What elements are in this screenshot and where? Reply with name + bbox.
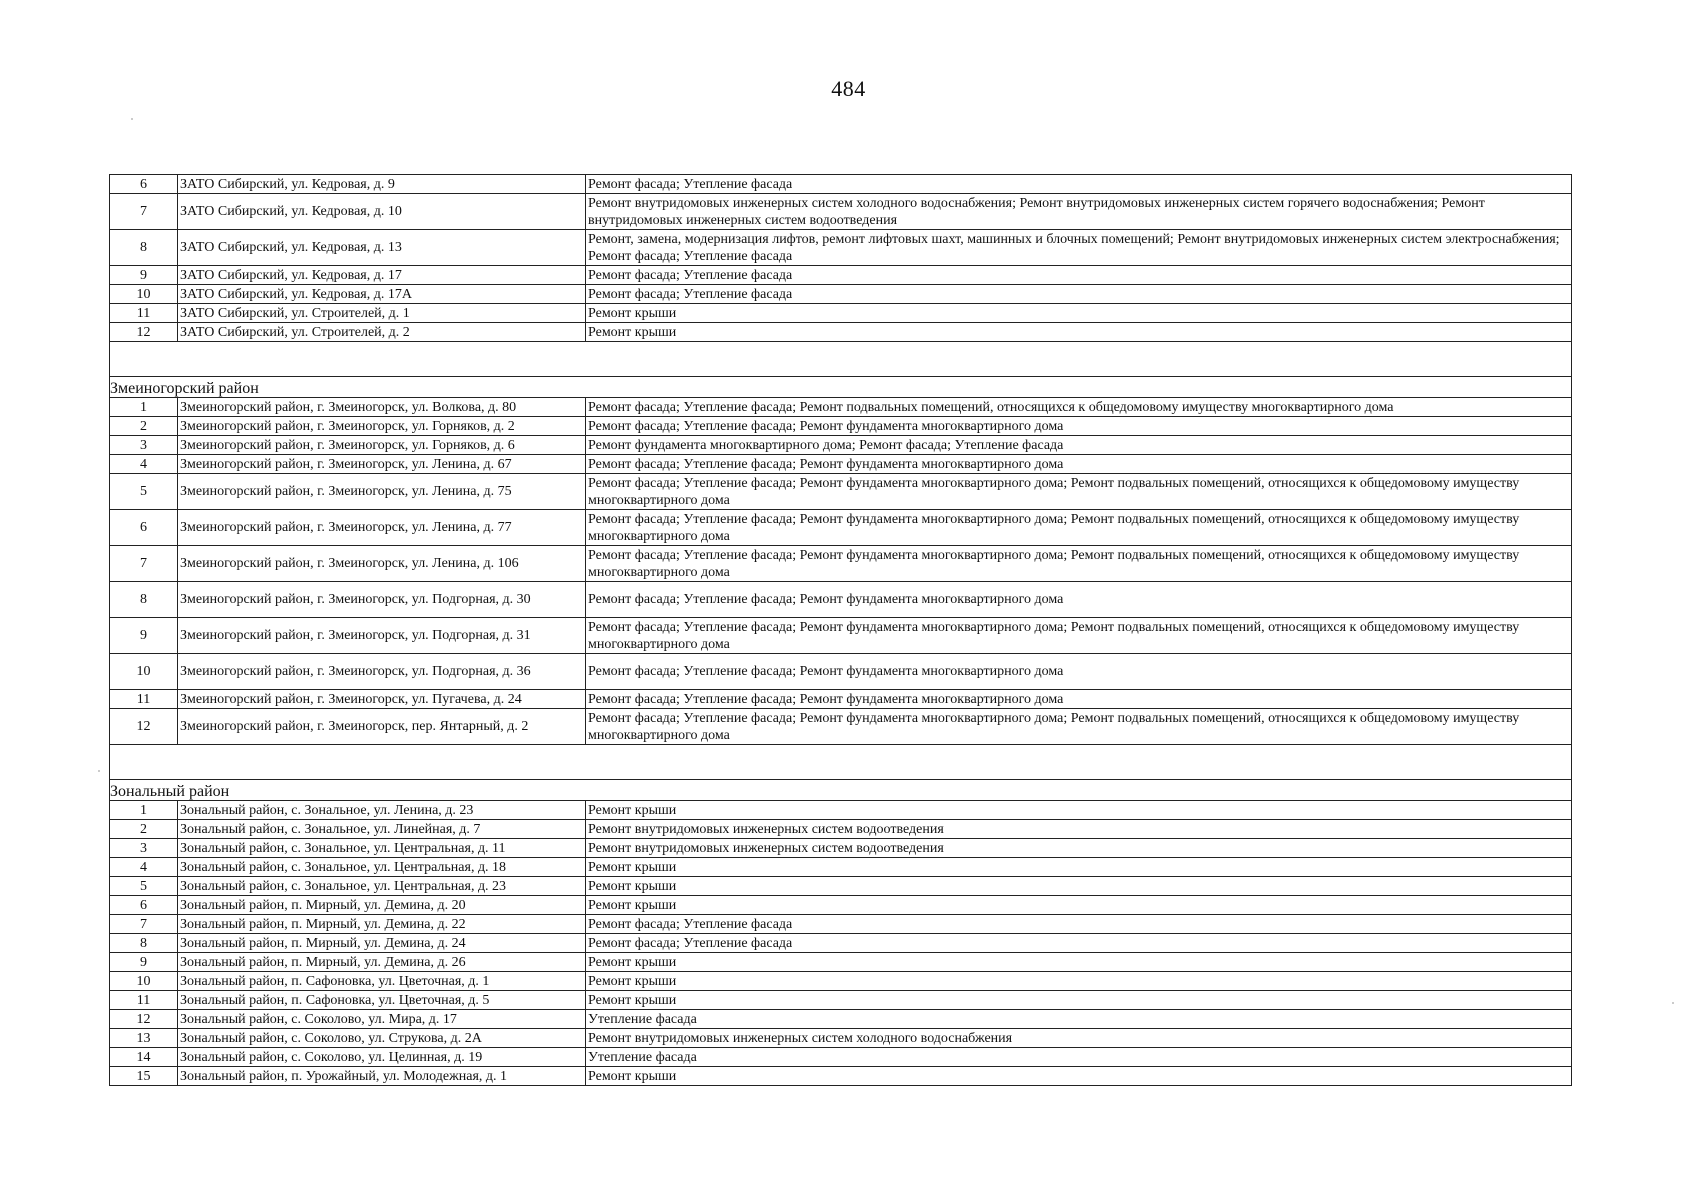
table-row: [110, 417, 1572, 436]
row-work-type: Ремонт фундамента многоквартирного дома; Ремонт фасада; Утепление фасада: [586, 436, 1572, 455]
row-number: 6: [110, 896, 178, 915]
row-work-type: Ремонт фасада; Утепление фасада; Ремонт фундамента многоквартирного дома; Ремонт подвальных помещений, относящихся к общедомовому имуществу многоквартирного дома: [586, 510, 1572, 546]
section-title-zonalny: Зональный район: [110, 780, 1572, 801]
row-address: Зональный район, п. Мирный, ул. Демина, д. 24: [178, 934, 586, 953]
row-number: 7: [110, 546, 178, 582]
row-number: 8: [110, 582, 178, 618]
table-row: [110, 266, 1572, 285]
row-address: Зональный район, п. Сафоновка, ул. Цветочная, д. 5: [178, 991, 586, 1010]
zonalny-section-rows: [110, 801, 1572, 1086]
row-number: 12: [110, 709, 178, 745]
table-row: [110, 398, 1572, 417]
table-row: [110, 839, 1572, 858]
table-row: [110, 709, 1572, 745]
row-address: ЗАТО Сибирский, ул. Кедровая, д. 13: [178, 230, 586, 266]
row-number: 3: [110, 436, 178, 455]
table-row: [110, 820, 1572, 839]
row-address: Зональный район, п. Урожайный, ул. Молодежная, д. 1: [178, 1067, 586, 1086]
table-row: [110, 801, 1572, 820]
table-row: [110, 877, 1572, 896]
row-address: ЗАТО Сибирский, ул. Строителей, д. 1: [178, 304, 586, 323]
table-row: [110, 1067, 1572, 1086]
row-address: ЗАТО Сибирский, ул. Кедровая, д. 17А: [178, 285, 586, 304]
row-address: Змеиногорский район, г. Змеиногорск, ул. Волкова, д. 80: [178, 398, 586, 417]
row-work-type: Ремонт крыши: [586, 858, 1572, 877]
row-address: Зональный район, п. Мирный, ул. Демина, д. 20: [178, 896, 586, 915]
row-work-type: Ремонт фасада; Утепление фасада; Ремонт подвальных помещений, относящихся к общедомовому имуществу многоквартирного дома: [586, 398, 1572, 417]
row-address: ЗАТО Сибирский, ул. Строителей, д. 2: [178, 323, 586, 342]
row-address: Змеиногорский район, г. Змеиногорск, ул. Пугачева, д. 24: [178, 690, 586, 709]
row-work-type: Ремонт крыши: [586, 991, 1572, 1010]
row-work-type: Ремонт крыши: [586, 953, 1572, 972]
row-number: 9: [110, 266, 178, 285]
row-work-type: Ремонт крыши: [586, 1067, 1572, 1086]
row-number: 14: [110, 1048, 178, 1067]
row-work-type: Ремонт фасада; Утепление фасада; Ремонт фундамента многоквартирного дома; Ремонт подвальных помещений, относящихся к общедомовому имуществу многоквартирного дома: [586, 474, 1572, 510]
table-row: [110, 436, 1572, 455]
row-number: 9: [110, 618, 178, 654]
row-address: Змеиногорский район, г. Змеиногорск, пер. Янтарный, д. 2: [178, 709, 586, 745]
section-title-zmeinogorsk: Змеиногорский район: [110, 377, 1572, 398]
row-address: Змеиногорский район, г. Змеиногорск, ул. Подгорная, д. 36: [178, 654, 586, 690]
table-row: [110, 1048, 1572, 1067]
table-row: [110, 230, 1572, 266]
zmeinogorsk-section-header: [110, 342, 1572, 398]
table-row: [110, 991, 1572, 1010]
row-work-type: Ремонт крыши: [586, 801, 1572, 820]
zato-section-rows: [110, 175, 1572, 342]
row-number: 12: [110, 323, 178, 342]
row-work-type: Утепление фасада: [586, 1048, 1572, 1067]
row-address: Зональный район, с. Соколово, ул. Струкова, д. 2А: [178, 1029, 586, 1048]
table-row: [110, 285, 1572, 304]
table-row: [110, 915, 1572, 934]
row-number: 6: [110, 175, 178, 194]
row-number: 6: [110, 510, 178, 546]
row-number: 11: [110, 690, 178, 709]
row-work-type: Ремонт фасада; Утепление фасада; Ремонт фундамента многоквартирного дома: [586, 582, 1572, 618]
row-work-type: Ремонт фасада; Утепление фасада; Ремонт фундамента многоквартирного дома; Ремонт подвальных помещений, относящихся к общедомовому имуществу многоквартирного дома: [586, 546, 1572, 582]
table-row: [110, 510, 1572, 546]
row-work-type: Утепление фасада: [586, 1010, 1572, 1029]
table-row: [110, 934, 1572, 953]
row-work-type: Ремонт внутридомовых инженерных систем водоотведения: [586, 839, 1572, 858]
table-row: [110, 953, 1572, 972]
table-row: [110, 323, 1572, 342]
table-row: [110, 455, 1572, 474]
row-number: 10: [110, 285, 178, 304]
row-number: 2: [110, 417, 178, 436]
table-row: [110, 972, 1572, 991]
row-number: 7: [110, 915, 178, 934]
table-row: [110, 690, 1572, 709]
row-work-type: Ремонт внутридомовых инженерных систем водоотведения: [586, 820, 1572, 839]
row-address: ЗАТО Сибирский, ул. Кедровая, д. 9: [178, 175, 586, 194]
row-address: Зональный район, п. Сафоновка, ул. Цветочная, д. 1: [178, 972, 586, 991]
zonalny-section-header: [110, 745, 1572, 801]
row-work-type: Ремонт фасада; Утепление фасада: [586, 175, 1572, 194]
row-number: 3: [110, 839, 178, 858]
row-address: Змеиногорский район, г. Змеиногорск, ул. Горняков, д. 6: [178, 436, 586, 455]
row-work-type: Ремонт фасада; Утепление фасада: [586, 266, 1572, 285]
row-work-type: Ремонт фасада; Утепление фасада; Ремонт фундамента многоквартирного дома; Ремонт подвальных помещений, относящихся к общедомовому имуществу многоквартирного дома: [586, 618, 1572, 654]
row-address: Зональный район, п. Мирный, ул. Демина, д. 22: [178, 915, 586, 934]
row-work-type: Ремонт крыши: [586, 304, 1572, 323]
row-address: Змеиногорский район, г. Змеиногорск, ул. Горняков, д. 2: [178, 417, 586, 436]
row-number: 4: [110, 858, 178, 877]
row-number: 1: [110, 398, 178, 417]
table-row: [110, 896, 1572, 915]
row-number: 11: [110, 991, 178, 1010]
row-number: 11: [110, 304, 178, 323]
row-number: 10: [110, 972, 178, 991]
row-number: 4: [110, 455, 178, 474]
row-address: Зональный район, с. Соколово, ул. Целинная, д. 19: [178, 1048, 586, 1067]
row-work-type: Ремонт фасада; Утепление фасада; Ремонт фундамента многоквартирного дома; Ремонт подвальных помещений, относящихся к общедомовому имуществу многоквартирного дома: [586, 709, 1572, 745]
row-work-type: Ремонт фасада; Утепление фасада: [586, 285, 1572, 304]
row-work-type: Ремонт крыши: [586, 896, 1572, 915]
row-address: Змеиногорский район, г. Змеиногорск, ул. Ленина, д. 75: [178, 474, 586, 510]
row-address: Змеиногорский район, г. Змеиногорск, ул. Ленина, д. 67: [178, 455, 586, 474]
row-work-type: Ремонт крыши: [586, 877, 1572, 896]
row-work-type: Ремонт фасада; Утепление фасада: [586, 915, 1572, 934]
row-number: 5: [110, 474, 178, 510]
table-row: [110, 546, 1572, 582]
table-row: [110, 474, 1572, 510]
row-work-type: Ремонт фасада; Утепление фасада; Ремонт фундамента многоквартирного дома: [586, 690, 1572, 709]
row-number: 12: [110, 1010, 178, 1029]
row-work-type: Ремонт крыши: [586, 323, 1572, 342]
row-number: 13: [110, 1029, 178, 1048]
row-number: 8: [110, 934, 178, 953]
row-address: Змеиногорский район, г. Змеиногорск, ул. Ленина, д. 106: [178, 546, 586, 582]
page-number: 484: [831, 76, 866, 101]
table-row: [110, 618, 1572, 654]
row-work-type: Ремонт крыши: [586, 972, 1572, 991]
zmeinogorsk-section-rows: [110, 398, 1572, 745]
row-address: Зональный район, с. Зональное, ул. Центральная, д. 23: [178, 877, 586, 896]
row-work-type: Ремонт, замена, модернизация лифтов, ремонт лифтовых шахт, машинных и блочных помещений; Ремонт внутридомовых инженерных систем электроснабжения; Ремонт фасада; Утепление фасада: [586, 230, 1572, 266]
row-address: ЗАТО Сибирский, ул. Кедровая, д. 10: [178, 194, 586, 230]
row-work-type: Ремонт фасада; Утепление фасада: [586, 934, 1572, 953]
table-row: [110, 304, 1572, 323]
row-address: Зональный район, п. Мирный, ул. Демина, д. 26: [178, 953, 586, 972]
row-address: Змеиногорский район, г. Змеиногорск, ул. Ленина, д. 77: [178, 510, 586, 546]
row-number: 7: [110, 194, 178, 230]
table-row: [110, 1029, 1572, 1048]
table-row: [110, 175, 1572, 194]
row-address: Змеиногорский район, г. Змеиногорск, ул. Подгорная, д. 30: [178, 582, 586, 618]
row-work-type: Ремонт внутридомовых инженерных систем холодного водоснабжения: [586, 1029, 1572, 1048]
row-address: ЗАТО Сибирский, ул. Кедровая, д. 17: [178, 266, 586, 285]
table-row: [110, 582, 1572, 618]
table-row: [110, 194, 1572, 230]
table-row: [110, 654, 1572, 690]
row-work-type: Ремонт фасада; Утепление фасада; Ремонт фундамента многоквартирного дома: [586, 455, 1572, 474]
repair-register-table: [109, 174, 1572, 1086]
row-address: Зональный район, с. Зональное, ул. Центральная, д. 11: [178, 839, 586, 858]
row-number: 10: [110, 654, 178, 690]
row-work-type: Ремонт внутридомовых инженерных систем холодного водоснабжения; Ремонт внутридомовых инженерных систем горячего водоснабжения; Ремонт внутридомовых инженерных систем водоотведения: [586, 194, 1572, 230]
row-address: Зональный район, с. Зональное, ул. Линейная, д. 7: [178, 820, 586, 839]
row-number: 15: [110, 1067, 178, 1086]
row-work-type: Ремонт фасада; Утепление фасада; Ремонт фундамента многоквартирного дома: [586, 654, 1572, 690]
row-work-type: Ремонт фасада; Утепление фасада; Ремонт фундамента многоквартирного дома: [586, 417, 1572, 436]
row-number: 2: [110, 820, 178, 839]
table-row: [110, 1010, 1572, 1029]
row-number: 1: [110, 801, 178, 820]
row-address: Зональный район, с. Зональное, ул. Центральная, д. 18: [178, 858, 586, 877]
row-number: 8: [110, 230, 178, 266]
row-number: 5: [110, 877, 178, 896]
table-row: [110, 858, 1572, 877]
row-address: Зональный район, с. Соколово, ул. Мира, д. 17: [178, 1010, 586, 1029]
row-address: Зональный район, с. Зональное, ул. Ленина, д. 23: [178, 801, 586, 820]
row-address: Змеиногорский район, г. Змеиногорск, ул. Подгорная, д. 31: [178, 618, 586, 654]
row-number: 9: [110, 953, 178, 972]
